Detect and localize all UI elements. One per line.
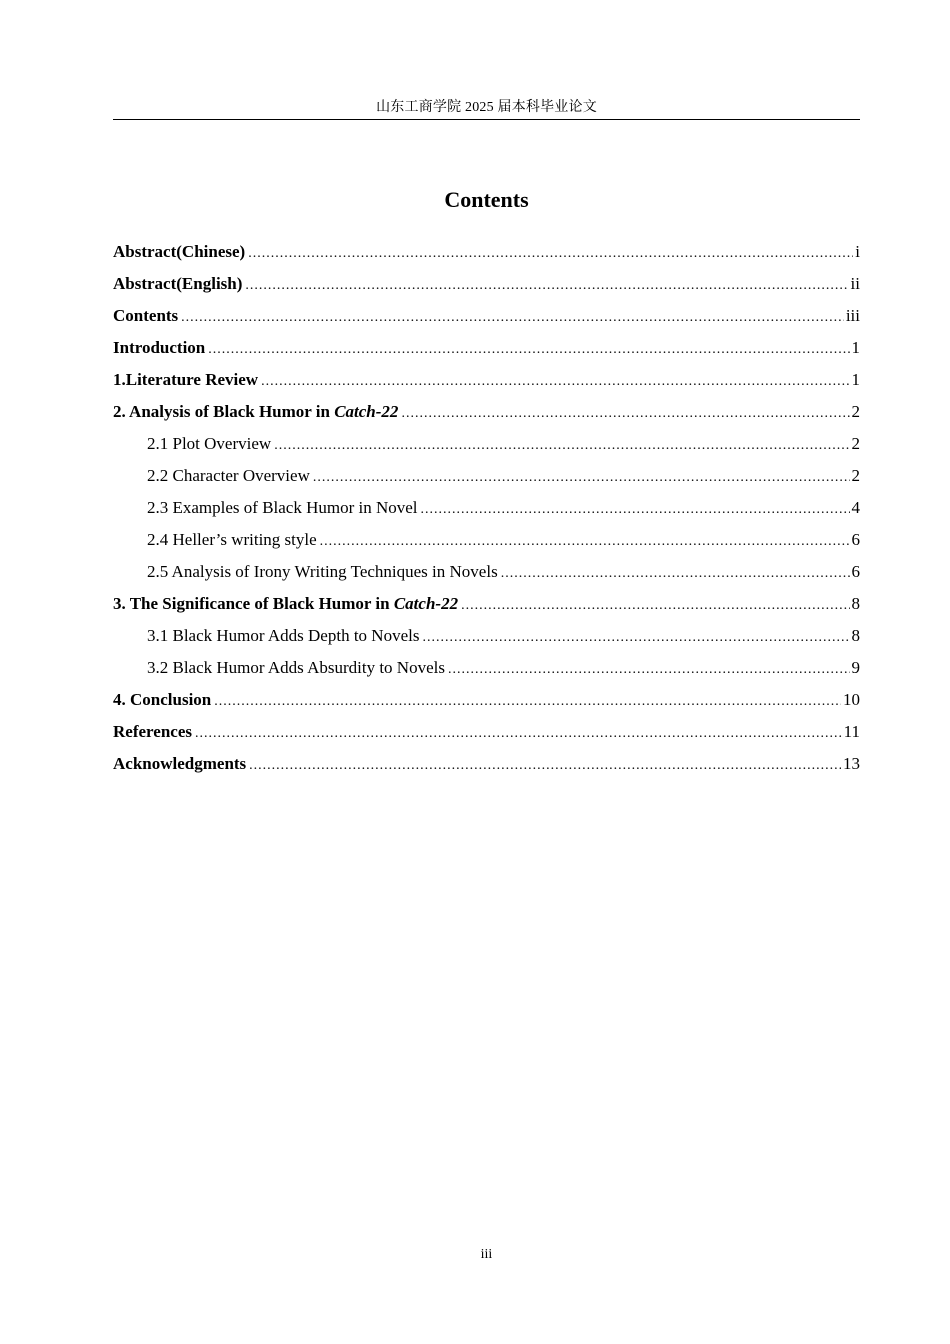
toc-page-number: 6 [851,530,860,549]
toc-page-number: 9 [851,658,860,677]
toc-entry-title [113,592,458,616]
toc-entry-label: 2.1 Plot Overview [147,434,272,453]
toc-dot-leader [249,754,841,778]
toc-entry-label: 2.2 Character Overview [147,466,310,485]
toc-entry [113,270,860,302]
toc-entry [113,334,860,366]
page-number: iii [480,1247,493,1262]
toc-entry [113,590,860,622]
toc-page-number: 2 [851,466,860,485]
page-title: Contents [444,186,529,212]
toc-entry-label: 4. Conclusion [113,690,212,709]
toc-entry-label: 2. Analysis of Black Humor in [113,402,335,421]
toc-page-number: iii [845,306,860,325]
toc-entry-label: Contents [113,306,179,325]
toc-page-number: 11 [843,722,860,741]
toc-entry [113,750,860,782]
toc-entry-italic-title: Catch-22 [393,594,459,613]
toc-entry-label: Acknowledgments [113,754,247,773]
toc-dot-leader [274,434,849,458]
toc-dot-leader [248,242,853,266]
toc-entry-label: 3. The Significance of Black Humor in [113,594,394,613]
header-rule [113,119,860,120]
toc-entry [113,654,860,686]
toc-dot-leader [461,594,849,618]
toc-dot-leader [195,722,842,746]
toc-dot-leader [245,274,848,298]
toc-entry [113,686,860,718]
toc-entry-title [147,560,498,584]
toc-entry-title [147,624,419,648]
toc-entry-title [113,272,242,296]
toc-page-number: 8 [851,594,860,613]
toc-entry-label: 3.2 Black Humor Adds Absurdity to Novels [147,658,445,677]
toc-dot-leader [320,530,850,554]
running-header: 山东工商学院 2025 届本科毕业论文 [376,100,597,115]
toc-page-number: 2 [851,434,860,453]
toc-entry-title [147,528,317,552]
toc-entry-label: Abstract(English) [113,274,243,293]
toc-entry [113,494,860,526]
toc-entry [113,398,860,430]
toc-entry-title [147,496,418,520]
toc-entry-label: 2.4 Heller’s writing style [147,530,317,549]
toc-dot-leader [401,402,849,426]
toc-entry-label: 2.3 Examples of Black Humor in Novel [147,498,418,517]
toc-page-number: 1 [851,370,860,389]
toc-entry-label: 3.1 Black Humor Adds Depth to Novels [147,626,420,645]
toc-page-number: 4 [851,498,860,517]
toc-dot-leader [313,466,850,490]
toc-dot-leader [422,626,849,650]
toc-entry-label: Introduction [113,338,206,357]
toc-entry-title [113,368,258,392]
toc-dot-leader [181,306,844,330]
toc-page-number: 10 [843,690,860,709]
toc-entry-title [113,752,246,776]
toc-entry [113,718,860,750]
toc-dot-leader [261,370,849,394]
toc-page-number: 13 [843,754,860,773]
toc-dot-leader [421,498,850,522]
toc-entry-title [113,720,192,744]
toc-entry-italic-title: Catch-22 [334,402,399,421]
toc-entry [113,430,860,462]
toc-entry [113,302,860,334]
toc-entry-title [113,688,211,712]
toc-entry-title [113,400,398,424]
toc-page-number: i [855,242,860,261]
toc-entry [113,462,860,494]
table-of-contents [113,238,860,782]
toc-entry [113,526,860,558]
toc-entry-label: References [113,722,192,741]
toc-dot-leader [208,338,849,362]
toc-entry-title [113,336,205,360]
toc-page-number: 1 [851,338,860,357]
toc-entry-title [147,464,310,488]
toc-dot-leader [501,562,850,586]
toc-entry-label: Abstract(Chinese) [113,242,246,261]
toc-entry-title [113,240,245,264]
toc-entry-title [147,656,445,680]
toc-entry-title [113,304,178,328]
toc-entry [113,238,860,270]
toc-page-number: ii [850,274,860,293]
toc-entry [113,558,860,590]
toc-entry [113,366,860,398]
toc-entry-title [147,432,271,456]
toc-page-number: 6 [851,562,860,581]
toc-dot-leader [214,690,841,714]
toc-entry-label: 2.5 Analysis of Irony Writing Techniques in Novels [147,562,498,581]
toc-entry-label: 1.Literature Review [113,370,259,389]
toc-dot-leader [448,658,850,682]
toc-entry [113,622,860,654]
toc-page-number: 2 [851,402,860,421]
toc-page-number: 8 [851,626,860,645]
